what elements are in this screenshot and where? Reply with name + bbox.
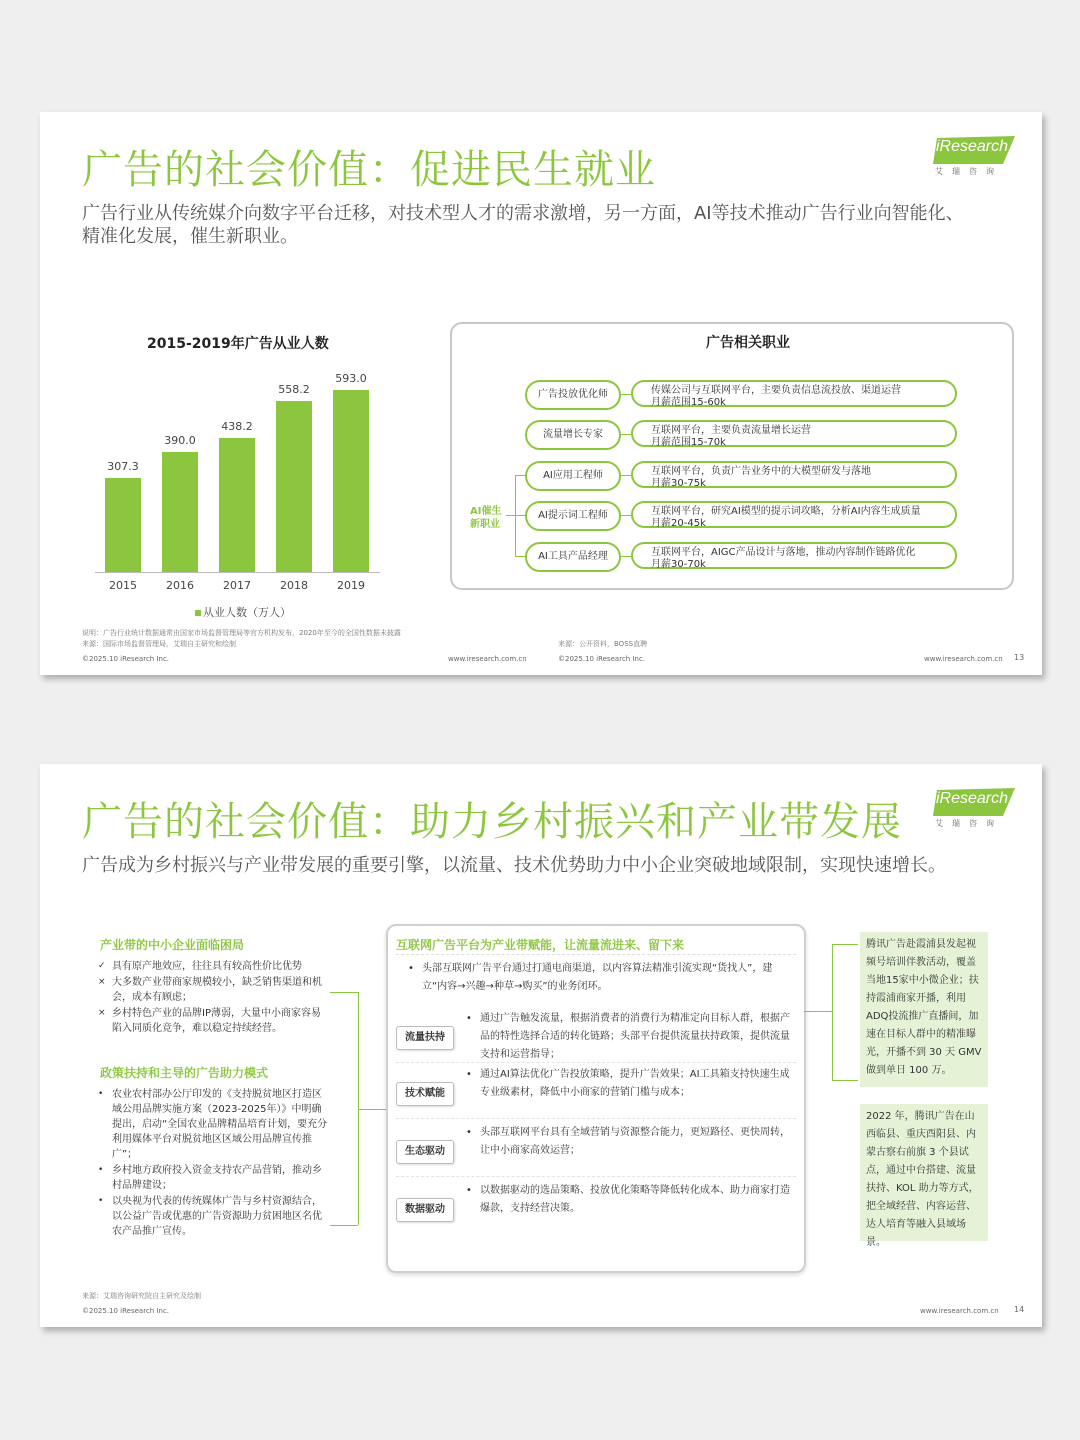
bullet-icon: • <box>466 1013 472 1024</box>
bullet-icon: • <box>466 1185 472 1196</box>
platform-intro <box>408 960 790 996</box>
list-item <box>98 959 328 974</box>
bar-value-label: 438.2 <box>221 419 253 433</box>
job-salary: 月薪范围15-60k <box>651 397 726 408</box>
divider <box>396 954 796 955</box>
website-link[interactable]: www.iresearch.com.cn <box>924 655 1003 663</box>
subtitle-line: 广告行业从传统媒介向数字平台迁移，对技术型人才的需求激增，另一方面，AI等技术推动广告行业向智能化、 <box>82 203 964 224</box>
x-tick-label: 2018 <box>280 579 308 592</box>
ai-bracket <box>515 556 525 557</box>
left-connector <box>358 1109 386 1110</box>
empowerment-text: 通过AI算法优化广告投放策略，提升广告效果；AI工具箱支持快速生成专业级素材，降低中小商家的营销门槛与成本； <box>480 1069 790 1098</box>
chart-source: 来源：国际市场监督管理局，艾瑞自主研究和绘制 <box>82 640 236 648</box>
ai-bracket <box>506 515 515 516</box>
right-connector <box>804 1011 832 1012</box>
ai-new-jobs-label: AI催生新职业 <box>470 506 502 530</box>
x-axis-line <box>95 572 380 573</box>
chart-bar <box>219 438 255 572</box>
x-tick-label: 2017 <box>223 579 251 592</box>
legend-swatch <box>195 610 201 616</box>
left-connector <box>330 1225 358 1226</box>
job-salary: 月薪30-70k <box>651 559 706 570</box>
job-salary: 月薪20-45k <box>651 518 706 529</box>
platform-intro-text: 头部互联网广告平台通过打通电商渠道，以内容算法精准引流实现“货找人”，建立“内容→兴趣→种草→购买”的业务闭环。 <box>422 963 773 992</box>
job-description-pill <box>631 461 957 488</box>
list-item <box>98 1006 328 1036</box>
subtitle-line: 精准化发展，催生新职业。 <box>82 226 298 247</box>
logo-word: iResearch <box>936 790 1009 807</box>
bullet-icon: • <box>98 1196 104 1206</box>
iresearch-logo <box>933 136 1013 180</box>
bar-chart <box>95 352 385 592</box>
empowerment-tag: 流量扶持 <box>396 1026 454 1050</box>
copyright: ©2025.10 iResearch Inc. <box>82 655 170 663</box>
job-description-pill <box>631 542 957 569</box>
list-item <box>98 1087 328 1162</box>
divider <box>396 1176 796 1177</box>
empowerment-text: 通过广告触发流量，根据消费者的消费行为精准定向目标人群，根据产品的特性选择合适的转化链路；头部平台提供流量扶持政策，提供流量支持和运营指导； <box>480 1013 790 1060</box>
x-tick-label: 2019 <box>337 579 365 592</box>
bar-value-label: 593.0 <box>335 372 367 386</box>
job-description-pill <box>631 380 957 407</box>
chart-bar <box>105 478 141 572</box>
cross-icon: × <box>98 977 106 987</box>
logo-cn: 艾瑞咨询 <box>935 819 1003 828</box>
ai-bracket <box>515 515 525 516</box>
list-item <box>98 1194 328 1239</box>
website-link[interactable]: www.iresearch.com.cn <box>920 1307 999 1315</box>
chart-title: 2015-2019年广告从业人数 <box>147 336 329 352</box>
empowerment-item <box>466 1124 798 1160</box>
bar-value-label: 390.0 <box>164 434 196 448</box>
page-number: 13 <box>1014 653 1025 662</box>
bullet-icon: • <box>98 1089 104 1099</box>
bullet-icon: • <box>466 1069 472 1080</box>
slide-13 <box>40 112 1042 675</box>
job-title-pill: 广告投放优化师 <box>525 380 621 410</box>
sme-challenges-list <box>98 959 328 1037</box>
list-item-text: 大多数产业带商家规模较小，缺乏销售渠道和机会，成本有顾虑； <box>112 977 322 1003</box>
job-title-pill: AI工具产品经理 <box>525 542 621 572</box>
bar-value-label: 558.2 <box>278 382 310 396</box>
copyright: ©2025.10 iResearch Inc. <box>558 655 646 663</box>
job-description-pill <box>631 501 957 528</box>
copyright: ©2025.10 iResearch Inc. <box>82 1307 170 1315</box>
logo-word: iResearch <box>936 138 1009 155</box>
sme-challenges-heading: 产业带的中小企业面临困局 <box>100 938 245 952</box>
job-connector <box>621 515 631 516</box>
check-icon: ✓ <box>98 961 106 971</box>
bullet-icon: • <box>466 1127 472 1138</box>
empowerment-item <box>466 1182 798 1218</box>
jobs-source: 来源：公开资料，BOSS直聘 <box>558 640 648 648</box>
left-connector <box>330 992 358 993</box>
job-description: 互联网平台，主要负责流量增长运营 <box>651 425 811 436</box>
website-link[interactable]: www.iresearch.com.cn <box>448 655 527 663</box>
policy-support-list <box>98 1087 328 1240</box>
empowerment-text: 以数据驱动的选品策略、投放优化策略等降低转化成本、助力商家打造爆款，支持经营决策。 <box>480 1185 790 1214</box>
x-tick-label: 2016 <box>166 579 194 592</box>
chart-bar <box>333 390 369 572</box>
list-item-text: 以央视为代表的传统媒体广告与乡村资源结合，以公益广告或优惠的广告资源助力贫困地区名优农产品推广宣传。 <box>112 1196 322 1237</box>
job-connector <box>621 434 631 435</box>
legend-label: 从业人数（万人） <box>203 606 291 619</box>
job-title-pill: AI提示词工程师 <box>525 501 621 531</box>
right-connector <box>832 1080 858 1081</box>
list-item-text: 乡村地方政府投入资金支持农产品营销，推动乡村品牌建设； <box>112 1165 322 1191</box>
right-connector <box>832 944 833 1080</box>
job-description: 互联网平台，负责广告业务中的大模型研发与落地 <box>651 466 871 477</box>
job-description: 互联网平台，AIGC产品设计与落地，推动内容制作链路优化 <box>651 547 916 558</box>
list-item-text: 具有原产地效应，往往具有较高性价比优势 <box>112 961 302 972</box>
job-description: 互联网平台，研究AI模型的提示词攻略，分析AI内容生成质量 <box>651 506 921 517</box>
page-number: 14 <box>1014 1305 1025 1314</box>
bullet-icon: • <box>98 1165 104 1175</box>
logo-cn: 艾瑞咨询 <box>935 167 1003 176</box>
slide-subtitle <box>82 202 1012 248</box>
divider <box>396 1118 796 1119</box>
slide-subtitle: 广告成为乡村振兴与产业带发展的重要引擎，以流量、技术优势助力中小企业突破地域限制，实现快速增长。 <box>82 855 946 876</box>
empowerment-item <box>466 1010 798 1064</box>
jobs-title: 广告相关职业 <box>706 335 790 351</box>
empowerment-tag: 技术赋能 <box>396 1082 454 1106</box>
divider <box>396 1062 796 1063</box>
ai-bracket <box>515 475 525 476</box>
empowerment-item <box>466 1066 798 1102</box>
job-connector <box>621 394 631 395</box>
platform-empowerment-heading: 互联网广告平台为产业带赋能，让流量流进来、留下来 <box>396 938 685 952</box>
job-connector <box>621 556 631 557</box>
case-xiapu: 腾讯广告赴霞浦县发起视频号培训伴教活动，覆盖当地15家中小微企业；扶持霞浦商家开播，利用ADQ投流推广直播间，加速在目标人群中的精准曝光，开播不到 30 天 GMV 做到单日 100 万。 <box>860 932 988 1087</box>
slide-14 <box>40 764 1042 1327</box>
bullet-icon: • <box>408 963 414 974</box>
source-note: 来源：艾瑞咨询研究院自主研究及绘制 <box>82 1292 201 1300</box>
chart-bar <box>162 452 198 572</box>
job-salary: 月薪范围15-70k <box>651 437 726 448</box>
chart-legend <box>195 604 291 620</box>
job-title-pill: 流量增长专家 <box>525 420 621 450</box>
chart-note: 说明：广告行业统计数据通常由国家市场监督管理局等官方机构发布，2020年至今的全国性数据未披露 <box>82 629 401 637</box>
x-tick-label: 2015 <box>109 579 137 592</box>
right-connector <box>832 944 858 945</box>
bar-value-label: 307.3 <box>107 459 139 473</box>
list-item <box>98 975 328 1005</box>
job-title-pill: AI应用工程师 <box>525 461 621 491</box>
empowerment-tag: 生态驱动 <box>396 1140 454 1164</box>
policy-support-heading: 政策扶持和主导的广告助力模式 <box>100 1066 269 1080</box>
case-county-pilot: 2022 年，腾讯广告在山西临县、重庆酉阳县、内蒙古察右前旗 3 个县试点，通过中台搭建、流量扶持、KOL 助力等方式，把全域经营、内容运营、达人培育等融入县域场景。 <box>860 1104 988 1241</box>
iresearch-logo <box>933 788 1013 832</box>
empowerment-tag: 数据驱动 <box>396 1198 454 1222</box>
list-item-text: 乡村特色产业的品牌IP薄弱，大量中小商家容易陷入同质化竞争，难以稳定持续经营。 <box>112 1008 321 1034</box>
slide-title: 广告的社会价值：促进民生就业 <box>82 147 656 193</box>
job-description: 传媒公司与互联网平台，主要负责信息流投放、渠道运营 <box>651 385 901 396</box>
slide-title: 广告的社会价值：助力乡村振兴和产业带发展 <box>82 799 902 845</box>
job-description-pill <box>631 420 957 447</box>
empowerment-text: 头部互联网平台具有全域营销与资源整合能力，更短路径、更快周转，让中小商家高效运营； <box>480 1127 790 1156</box>
chart-bar <box>276 401 312 572</box>
job-connector <box>621 475 631 476</box>
list-item-text: 农业农村部办公厅印发的《支持脱贫地区打造区域公用品牌实施方案（2023-2025年）》中明确提出，启动“全国农业品牌精品培育计划，要充分利用媒体平台对脱贫地区区域公用品牌宣传推广”； <box>112 1089 328 1160</box>
cross-icon: × <box>98 1008 106 1018</box>
job-salary: 月薪30-75k <box>651 478 706 489</box>
list-item <box>98 1163 328 1193</box>
